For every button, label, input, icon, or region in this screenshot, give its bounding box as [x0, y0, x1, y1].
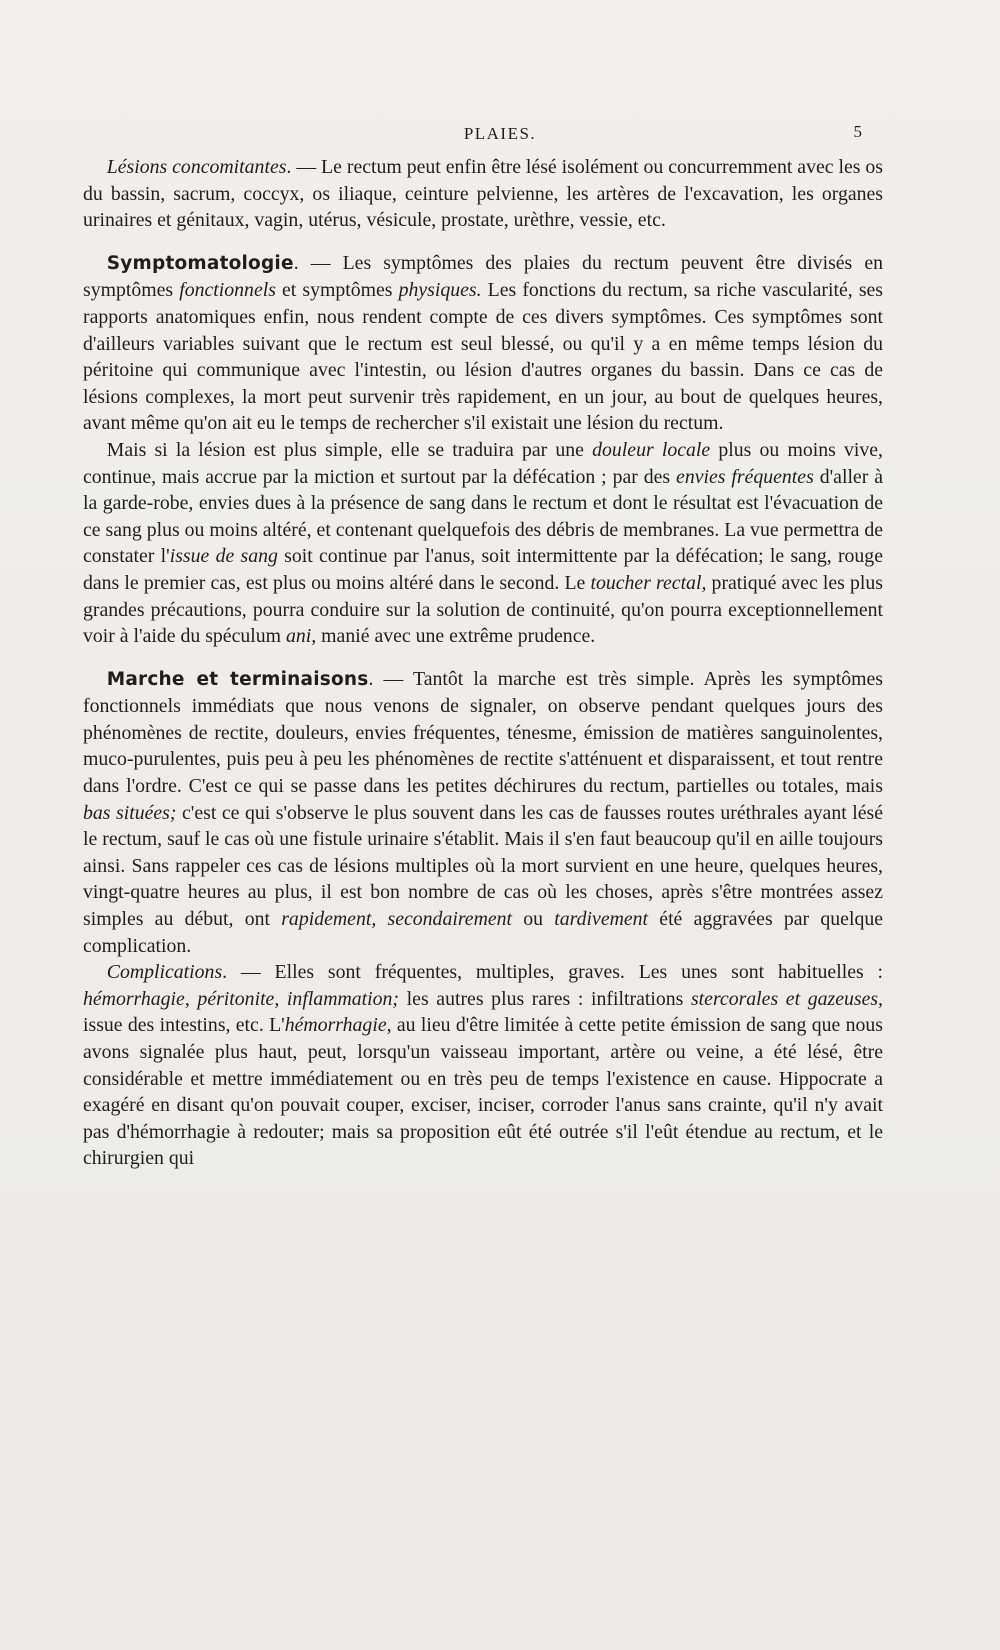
paragraph-marche-et-terminaisons: [83, 666, 883, 960]
emphasis: physiques.: [398, 279, 482, 302]
section-gap: [83, 650, 883, 666]
emphasis: rapidement, secondairement: [281, 908, 513, 931]
emphasis: tardivement: [554, 908, 649, 931]
paragraph-text: c'est ce qui s'observe le plus souvent dans les cas de fausses routes uréthrales ayant lésé le rectum, sauf le cas où une fistule urinaire s'établit. Mais il s'en faut beaucoup qu'il en aille toujours ainsi. Sans rappeler ces cas de lésions multiples où la mort survient en une heure, quelques heures, vingt-quatre heures au plus, il est bon nombre de cas où les choses, après s'être montrées assez simples au début, ont: [83, 801, 883, 931]
paragraph-text: pratiqué avec les plus grandes précautions, pourra conduire sur la solution de continuité, qu'on pourra exceptionnellement voir à l'aide du spéculum: [83, 571, 883, 648]
paragraph-lead: Complications: [106, 961, 223, 984]
paragraph-text: Le rectum peut enfin être lésé isolément ou concurremment avec les os du bassin, sacrum, coccyx, os iliaque, ceinture pelvienne, les artères de l'excavation, les organes urinaires et génitaux, vagin, utérus, vésicule, prostate, urèthre, vessie, etc.: [83, 156, 883, 232]
emphasis: issue de sang: [169, 545, 278, 568]
paragraph-text: les autres plus rares : infiltrations: [399, 987, 691, 1010]
running-head: PLAIES.: [463, 124, 537, 143]
heading-separator: . —: [293, 251, 343, 274]
paragraph-text: Les fonctions du rectum, sa riche vascularité, ses rapports anatomiques enfin, nous rendent compte de ces divers symptômes. Ces symptômes sont d'ailleurs variables suivant que le rectum est seul blessé, ou qu'il y a en même temps lésion du péritoine qui communique avec l'intestin, ou lésion d'autres organes du bassin. Dans ce cas de lésions complexes, la mort peut survenir très rapidement, en un jour, au bout de quelques heures, avant même qu'on ait eu le temps de rechercher s'il existait une lésion du rectum.: [83, 279, 883, 435]
emphasis: douleur locale: [592, 438, 711, 461]
page-header: [0, 122, 1000, 148]
emphasis: toucher rectal,: [590, 571, 707, 594]
paragraph-text: plus ou moins vive, continue, mais accrue par la miction et surtout par la défécation ; par des: [83, 438, 883, 488]
paragraph-text: ou: [512, 908, 555, 931]
paragraph-lesions-concomitantes: [83, 154, 883, 234]
emphasis: hémorrhagie, péritonite, inflammation;: [83, 987, 400, 1010]
paragraph-text: et symptômes: [275, 279, 399, 302]
lead-separator: . —: [222, 961, 275, 984]
emphasis: envies fréquentes: [676, 465, 814, 488]
paragraph-text: au lieu d'être limitée à cette petite émission de sang que nous avons signalée plus haut, peut, lorsqu'un vaisseau important, artère ou veine, a été lésé, être considérable et mettre immédiatement ou en très peu de temps l'existence en cause. Hippocrate a exagéré en disant qu'on pouvait couper, exciser, inciser, corroder l'anus sans crainte, qu'il n'y avait pas d'hémorrhagie à redouter; mais sa proposition eût été outrée s'il l'eût étendue au rectum, et le chirurgien qui: [83, 1014, 884, 1170]
paragraph-mais-si-la-lesion: [83, 437, 883, 650]
emphasis: fonctionnels: [179, 279, 276, 302]
heading-separator: . —: [368, 667, 414, 690]
emphasis: hémorrhagie,: [284, 1014, 392, 1037]
paragraph-complications: [83, 959, 883, 1172]
page-body: [83, 154, 883, 1172]
paragraph-text: d'aller à la garde-robe, envies dues à la présence de sang dans le rectum et dont le résultat est l'évacuation de ce sang plus ou moins altéré, et contenant quelquefois des débris de membranes. La vue permettra de constater l': [83, 465, 883, 568]
paragraph-symptomatologie: [83, 250, 883, 437]
emphasis: stercorales et gazeuses,: [690, 987, 883, 1010]
emphasis: ani,: [285, 625, 317, 648]
paragraph-text: Elles sont fréquentes, multiples, graves. Les unes sont habituelles :: [274, 961, 883, 984]
section-heading-symptomatologie: Symptomatologie: [106, 252, 294, 274]
emphasis: bas situées;: [83, 801, 177, 824]
paragraph-text: issue des intestins, etc. L': [83, 1014, 285, 1037]
section-gap: [83, 234, 883, 250]
paragraph-text: soit continue par l'anus, soit intermittente par la défécation; le sang, rouge dans le premier cas, est plus ou moins altéré dans le second. Le: [83, 545, 883, 594]
section-heading-marche: Marche et terminaisons: [106, 668, 369, 690]
paragraph-text: Les symptômes des plaies du rectum peuvent être divisés en symptômes: [83, 251, 883, 302]
paragraph-text: manié avec une extrême prudence.: [316, 625, 596, 648]
paragraph-text: Tantôt la marche est très simple. Après les symptômes fonctionnels immédiats que nous venons de signaler, on observe pendant quelques jours des phénomènes de rectite, douleurs, envies fréquentes, ténesme, émission de matières sanguinolentes, muco-purulentes, puis peu à peu les phénomènes de rectite s'atténuent et disparaissent, et tout rentre dans l'ordre. C'est ce qui se passe dans les petites déchirures du rectum, partielles ou totales, mais: [83, 667, 884, 798]
paragraph-text: Mais si la lésion est plus simple, elle se traduira par une: [106, 438, 593, 461]
page-number: 5: [853, 122, 862, 141]
lead-separator: . —: [286, 156, 322, 178]
paragraph-lead: Lésions concomitantes: [106, 156, 287, 178]
paragraph-text: été aggravées par quelque complication.: [83, 908, 884, 957]
